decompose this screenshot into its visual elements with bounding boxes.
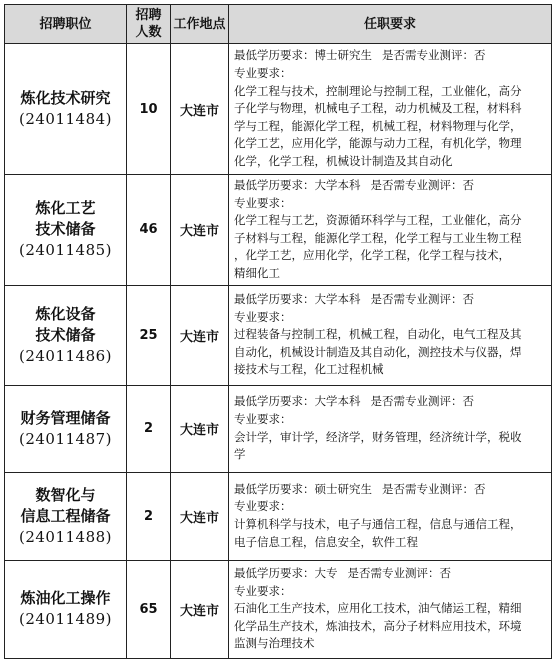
major-label: 专业要求： bbox=[234, 583, 292, 598]
major-label: 专业要求： bbox=[234, 195, 292, 210]
requirements-cell bbox=[229, 44, 552, 175]
header-location: 工作地点 bbox=[171, 5, 229, 44]
position-code: (24011486) bbox=[18, 346, 113, 365]
education-line bbox=[234, 481, 547, 499]
assessment-requirement: 是否需专业测评：否 bbox=[382, 48, 486, 63]
table-row bbox=[5, 560, 552, 658]
assessment-requirement: 是否需专业测评：否 bbox=[370, 394, 474, 409]
education-requirement: 最低学历要求：大学本科 bbox=[234, 292, 361, 307]
position-code: (24011487) bbox=[18, 429, 113, 448]
major-label: 专业要求： bbox=[234, 66, 292, 81]
position-cell bbox=[5, 560, 127, 658]
headcount-cell: 46 bbox=[127, 175, 171, 286]
position-cell bbox=[5, 385, 127, 472]
position-title: 炼油化工操作 bbox=[20, 589, 111, 608]
major-label: 专业要求： bbox=[234, 309, 292, 324]
major-list-line: 化学工艺，应用化学，能源与动力工程，有机化学，物理 bbox=[234, 136, 522, 151]
major-list-line: 自动化，机械设计制造及其自动化，测控技术与仪器，焊 bbox=[234, 344, 522, 359]
table-body bbox=[5, 44, 552, 659]
major-list-line: 计算机科学与技术，电子与通信工程，信息与通信工程， bbox=[234, 517, 522, 532]
location-cell: 大连市 bbox=[171, 385, 229, 472]
position-title: 技术储备 bbox=[35, 325, 96, 344]
headcount-cell: 10 bbox=[127, 44, 171, 175]
position-cell bbox=[5, 44, 127, 175]
education-requirement: 最低学历要求：博士研究生 bbox=[234, 48, 372, 63]
education-line bbox=[234, 291, 547, 309]
position-cell bbox=[5, 285, 127, 385]
position-title: 技术储备 bbox=[35, 220, 96, 239]
header-requirements: 任职要求 bbox=[229, 5, 552, 44]
education-requirement: 最低学历要求：大学本科 bbox=[234, 394, 361, 409]
table-row bbox=[5, 44, 552, 175]
requirements-cell bbox=[229, 385, 552, 472]
education-line bbox=[234, 177, 547, 195]
header-count-line-1: 招聘 bbox=[135, 8, 162, 23]
major-list-line: 接技术与工程，化工过程机械 bbox=[234, 362, 384, 377]
major-list-line: 电子信息工程，信息安全，软件工程 bbox=[234, 534, 418, 549]
major-label: 专业要求： bbox=[234, 499, 292, 514]
location-cell: 大连市 bbox=[171, 560, 229, 658]
education-line bbox=[234, 47, 547, 65]
position-title: 数智化与 bbox=[35, 485, 96, 504]
education-requirement: 最低学历要求：大专 bbox=[234, 566, 338, 581]
location-cell: 大连市 bbox=[171, 285, 229, 385]
header-row bbox=[5, 5, 552, 44]
headcount-cell: 25 bbox=[127, 285, 171, 385]
major-list-line: 子材料与工程，能源化学工程，化学工程与工业生物工程 bbox=[234, 230, 522, 245]
position-cell bbox=[5, 175, 127, 286]
table-row bbox=[5, 285, 552, 385]
position-code: (24011485) bbox=[18, 241, 113, 260]
position-title: 财务管理储备 bbox=[20, 408, 111, 427]
table-row bbox=[5, 472, 552, 560]
position-cell bbox=[5, 472, 127, 560]
assessment-requirement: 是否需专业测评：否 bbox=[382, 481, 486, 496]
location-cell: 大连市 bbox=[171, 472, 229, 560]
major-label: 专业要求： bbox=[234, 411, 292, 426]
major-list-line: 化学，化学工程，机械设计制造及其自动化 bbox=[234, 153, 453, 168]
education-line bbox=[234, 393, 547, 411]
position-code: (24011489) bbox=[18, 610, 113, 629]
major-list-line: 监测与治理技术 bbox=[234, 636, 315, 651]
requirements-cell bbox=[229, 472, 552, 560]
position-code: (24011488) bbox=[18, 527, 113, 546]
assessment-requirement: 是否需专业测评：否 bbox=[370, 292, 474, 307]
major-list-line: 化学品生产技术，炼油技术，高分子材料应用技术，环境 bbox=[234, 618, 522, 633]
education-requirement: 最低学历要求：大学本科 bbox=[234, 178, 361, 192]
position-title: 炼化设备 bbox=[35, 304, 96, 323]
education-requirement: 最低学历要求：硕士研究生 bbox=[234, 481, 372, 496]
requirements-cell bbox=[229, 560, 552, 658]
assessment-requirement: 是否需专业测评：否 bbox=[370, 178, 474, 192]
major-list-line: 石油化工生产技术，应用化工技术，油气储运工程，精细 bbox=[234, 601, 522, 616]
major-list-line: 子化学与物理，机械电子工程，动力机械及工程，材料科 bbox=[234, 101, 522, 116]
major-list-line: 化学工程与工艺，资源循环科学与工程，工业催化，高分 bbox=[234, 213, 522, 228]
header-count-line-2: 人数 bbox=[135, 25, 162, 40]
requirements-cell bbox=[229, 175, 552, 286]
location-cell: 大连市 bbox=[171, 44, 229, 175]
major-list-line: 学 bbox=[234, 447, 246, 462]
headcount-cell: 2 bbox=[127, 385, 171, 472]
header-position: 招聘职位 bbox=[5, 5, 127, 44]
major-list-line: 过程装备与控制工程，机械工程，自动化，电气工程及其 bbox=[234, 327, 522, 342]
headcount-cell: 65 bbox=[127, 560, 171, 658]
position-title: 信息工程储备 bbox=[20, 506, 111, 525]
requirements-cell bbox=[229, 285, 552, 385]
position-code: (24011484) bbox=[18, 110, 113, 128]
education-line bbox=[234, 565, 547, 583]
position-title: 炼化技术研究 bbox=[20, 89, 111, 107]
assessment-requirement: 是否需专业测评：否 bbox=[347, 566, 451, 581]
header-count bbox=[127, 5, 171, 44]
location-cell: 大连市 bbox=[171, 175, 229, 286]
major-list-line: 精细化工 bbox=[234, 265, 280, 280]
table-row bbox=[5, 175, 552, 286]
headcount-cell: 2 bbox=[127, 472, 171, 560]
table-row bbox=[5, 385, 552, 472]
major-list-line: 学与工程，能源化学工程，机械工程，材料物理与化学， bbox=[234, 118, 522, 133]
position-title: 炼化工艺 bbox=[35, 199, 96, 218]
recruitment-table bbox=[4, 4, 552, 659]
major-list-line: 化学工程与技术，控制理论与控制工程，工业催化，高分 bbox=[234, 83, 522, 98]
major-list-line: ，化学工艺，应用化学，化学工程，化学工程与技术， bbox=[234, 248, 510, 263]
major-list-line: 会计学，审计学，经济学，财务管理，经济统计学，税收 bbox=[234, 429, 522, 444]
